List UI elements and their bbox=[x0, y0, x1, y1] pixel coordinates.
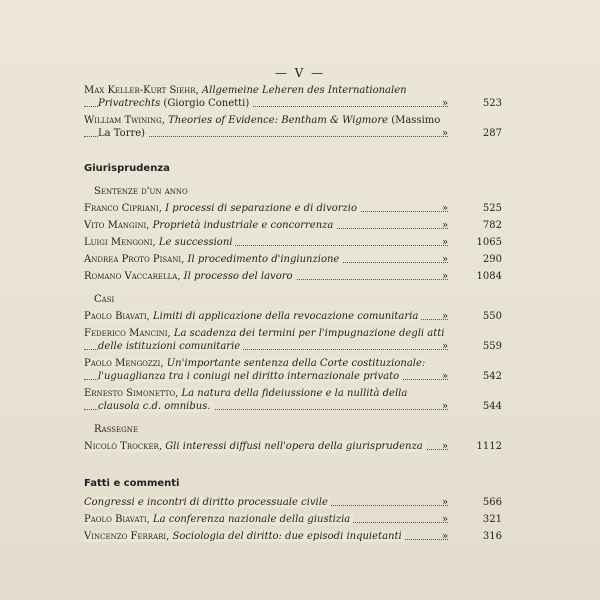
entry-title: La natura della fideiussione e la nullità della clausola c.d. omnibus. bbox=[98, 388, 408, 412]
entry-title: Proprietà industriale e concorrenza bbox=[152, 220, 334, 231]
entry-text: Paolo Mengozzi, Un'importante sentenza della Corte costituzionale: l'uguaglianza tra i coniugi nel diritto internazionale privato bbox=[84, 358, 426, 382]
entry-text: Vito Mangini, Proprietà industriale e concorrenza bbox=[84, 220, 336, 231]
entry-text: William Twining, Theories of Evidence: Bentham & Wigmore (Massimo La Torre) bbox=[84, 115, 441, 139]
entry-page-ref bbox=[442, 253, 502, 266]
page-number-ref: 1065 bbox=[476, 237, 502, 248]
toc-entry bbox=[84, 357, 502, 383]
entry-author: Andrea Proto Pisani bbox=[84, 254, 182, 265]
sentenze-list bbox=[84, 202, 502, 283]
entry-page-ref bbox=[442, 530, 502, 543]
page-number-ref: 1112 bbox=[476, 441, 502, 452]
entry-text: Andrea Proto Pisani, Il procedimento d'ingiunzione bbox=[84, 254, 342, 265]
page-number-ref: 566 bbox=[482, 497, 502, 508]
entry-title: Limiti di applicazione della revocazione comunitaria bbox=[152, 311, 419, 322]
entry-author: Vincenzo Ferrari bbox=[84, 531, 167, 542]
toc-entry bbox=[84, 513, 502, 526]
entry-text: Paolo Biavati, Limiti di applicazione della revocazione comunitaria bbox=[84, 311, 421, 322]
page-number-ref: 542 bbox=[482, 371, 502, 382]
ditto-mark: » bbox=[442, 497, 449, 508]
section-heading-giurisprudenza: Giurisprudenza bbox=[84, 163, 170, 174]
casi-list bbox=[84, 310, 502, 413]
entry-page-ref bbox=[442, 127, 502, 140]
entry-text: Federico Mancini, La scadenza dei termini per l'impugnazione degli atti delle istituzioni comunitarie bbox=[84, 328, 445, 352]
entry-title: Il procedimento d'ingiunzione bbox=[187, 254, 340, 265]
page-number: — V — bbox=[274, 66, 326, 80]
entry-author: Franco Cipriani bbox=[84, 203, 159, 214]
page-number-ref: 287 bbox=[482, 128, 502, 139]
entry-author: Paolo Biavati bbox=[84, 311, 147, 322]
subsection-heading-sentenze: Sentenze d'un anno bbox=[94, 186, 188, 197]
rassegne-list bbox=[84, 440, 502, 453]
table-of-contents bbox=[84, 80, 502, 543]
page-number-ref: 316 bbox=[482, 531, 502, 542]
entry-page-ref bbox=[442, 236, 502, 249]
entry-title: Un'importante sentenza della Corte costituzionale: l'uguaglianza tra i coniugi nel diritto internazionale privato bbox=[98, 358, 426, 382]
entry-author: Paolo Mengozzi bbox=[84, 358, 161, 369]
entry-title: Il processo del lavoro bbox=[183, 271, 293, 282]
entry-author: Federico Mancini bbox=[84, 328, 168, 339]
entry-title: Le successioni bbox=[158, 237, 233, 248]
entry-text: Nicolò Trocker, Gli interessi diffusi nell'opera della giurisprudenza bbox=[84, 441, 426, 452]
toc-entry bbox=[84, 496, 502, 509]
entry-text: Luigi Mengoni, Le successioni bbox=[84, 237, 235, 248]
entry-text: Ernesto Simonetto, La natura della fideiussione e la nullità della clausola c.d. omnibus. bbox=[84, 388, 408, 412]
toc-entry bbox=[84, 253, 502, 266]
fatti-list bbox=[84, 496, 502, 543]
entry-page-ref bbox=[442, 310, 502, 323]
entry-page-ref bbox=[442, 270, 502, 283]
entry-page-ref bbox=[442, 340, 502, 353]
ditto-mark: » bbox=[442, 128, 449, 139]
entry-author: William Twining bbox=[84, 115, 162, 126]
ditto-mark: » bbox=[442, 254, 449, 265]
page-number-ref: 290 bbox=[482, 254, 502, 265]
entry-title: Theories of Evidence: Bentham & Wigmore bbox=[168, 115, 389, 126]
ditto-mark: » bbox=[442, 401, 449, 412]
entry-title: Gli interessi diffusi nell'opera della giurisprudenza bbox=[165, 441, 423, 452]
entry-author: Luigi Mengoni bbox=[84, 237, 153, 248]
entry-text: Max Keller-Kurt Siehr, Allgemeine Leheren des Internationalen Privatrechts (Giorgio Conetti) bbox=[84, 85, 407, 109]
entry-page-ref bbox=[442, 219, 502, 232]
entry-text bbox=[84, 497, 331, 508]
reviews-list bbox=[84, 84, 502, 140]
toc-entry bbox=[84, 84, 502, 110]
entry-page-ref bbox=[442, 202, 502, 215]
page-number-ref: 544 bbox=[482, 401, 502, 412]
section-heading-fatti: Fatti e commenti bbox=[84, 478, 180, 489]
entry-title: Allgemeine Leheren des Internationalen Privatrechts bbox=[98, 85, 407, 109]
page-number-ref: 523 bbox=[482, 98, 502, 109]
page-number-ref: 559 bbox=[482, 341, 502, 352]
page-number-ref: 550 bbox=[482, 311, 502, 322]
entry-title: La scadenza dei termini per l'impugnazione degli atti delle istituzioni comunitarie bbox=[98, 328, 445, 352]
entry-author: Nicolò Trocker bbox=[84, 441, 159, 452]
entry-title: Congressi e incontri di diritto processuale civile bbox=[84, 497, 328, 508]
page-number-ref: 321 bbox=[482, 514, 502, 525]
ditto-mark: » bbox=[442, 237, 449, 248]
ditto-mark: » bbox=[442, 514, 449, 525]
entry-title: Sociologia del diritto: due episodi inquietanti bbox=[172, 531, 402, 542]
entry-author: Ernesto Simonetto bbox=[84, 388, 176, 399]
toc-entry bbox=[84, 270, 502, 283]
entry-page-ref bbox=[442, 496, 502, 509]
ditto-mark: » bbox=[442, 441, 449, 452]
entry-title: I processi di separazione e di divorzio bbox=[165, 203, 358, 214]
toc-entry bbox=[84, 202, 502, 215]
toc-entry bbox=[84, 440, 502, 453]
entry-title: La conferenza nazionale della giustizia bbox=[152, 514, 351, 525]
ditto-mark: » bbox=[442, 203, 449, 214]
entry-page-ref bbox=[442, 513, 502, 526]
toc-entry bbox=[84, 114, 502, 140]
entry-text: Vincenzo Ferrari, Sociologia del diritto: due episodi inquietanti bbox=[84, 531, 405, 542]
entry-page-ref bbox=[442, 97, 502, 110]
entry-author: Romano Vaccarella bbox=[84, 271, 178, 282]
toc-entry bbox=[84, 219, 502, 232]
toc-entry bbox=[84, 310, 502, 323]
entry-page-ref bbox=[442, 370, 502, 383]
entry-page-ref bbox=[442, 400, 502, 413]
entry-reviewer: (Massimo La Torre) bbox=[98, 115, 441, 139]
toc-entry bbox=[84, 530, 502, 543]
entry-page-ref bbox=[442, 440, 502, 453]
page-number-ref: 782 bbox=[482, 220, 502, 231]
ditto-mark: » bbox=[442, 220, 449, 231]
ditto-mark: » bbox=[442, 271, 449, 282]
entry-reviewer: (Giorgio Conetti) bbox=[163, 98, 250, 109]
entry-text: Romano Vaccarella, Il processo del lavoro bbox=[84, 271, 296, 282]
entry-text: Paolo Biavati, La conferenza nazionale della giustizia bbox=[84, 514, 353, 525]
entry-author: Vito Mangini bbox=[84, 220, 147, 231]
ditto-mark: » bbox=[442, 371, 449, 382]
ditto-mark: » bbox=[442, 311, 449, 322]
subsection-heading-casi: Casi bbox=[94, 294, 115, 305]
toc-entry bbox=[84, 387, 502, 413]
page-number-ref: 1084 bbox=[476, 271, 502, 282]
toc-entry bbox=[84, 236, 502, 249]
ditto-mark: » bbox=[442, 98, 449, 109]
ditto-mark: » bbox=[442, 341, 449, 352]
page-number-ref: 525 bbox=[482, 203, 502, 214]
toc-entry bbox=[84, 327, 502, 353]
subsection-heading-rassegne: Rassegne bbox=[94, 424, 138, 435]
entry-text: Franco Cipriani, I processi di separazione e di divorzio bbox=[84, 203, 360, 214]
entry-author: Paolo Biavati bbox=[84, 514, 147, 525]
ditto-mark: » bbox=[442, 531, 449, 542]
entry-author: Max Keller-Kurt Siehr bbox=[84, 85, 196, 96]
